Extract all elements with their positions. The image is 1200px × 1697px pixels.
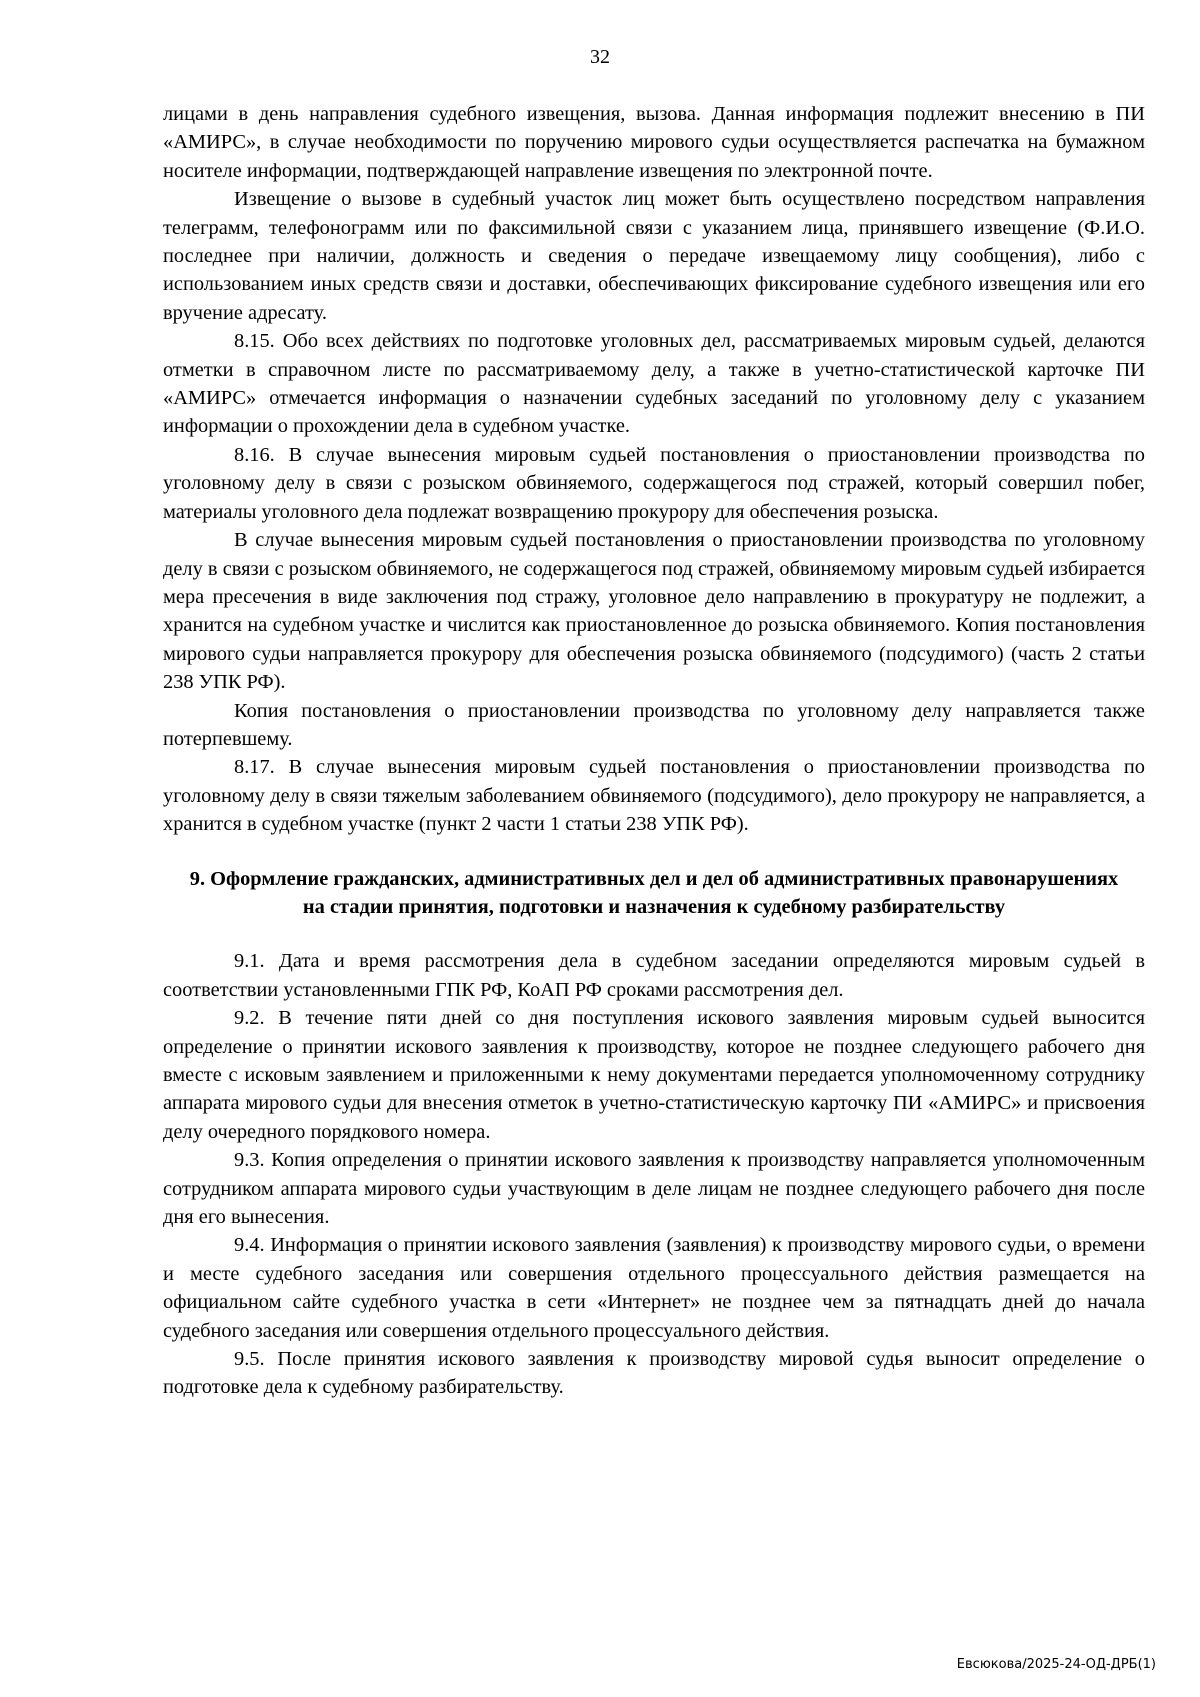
paragraph: В случае вынесения мировым судьей постановления о приостановлении производства по уголовному делу в связи с розыском обвиняемого, не содержащегося под стражей, обвиняемому мировым судьей избирается мера пресечения в виде заключения под стражу, уголовное дело направлению в прокуратуру не подлежит, а хранится на судебном участке и числится как приостановленное до розыска обвиняемого. Копия постановления мирового судьи направляется прокурору для обеспечения розыска обвиняемого (подсудимого) (часть 2 статьи 238 УПК РФ). (163, 529, 1145, 694)
paragraph: 9.3. Копия определения о принятии искового заявления к производству направляется уполномоченным сотрудником аппарата мирового судьи участвующим в деле лицам не позднее следующего рабочего дня после дня его вынесения. (163, 1149, 1145, 1229)
paragraph: 8.15. Обо всех действиях по подготовке уголовных дел, рассматриваемых мировым судьей, делаются отметки в справочном листе по рассматриваемому делу, а также в учетно-статистической карточке ПИ «АМИРС» отмечается информация о назначении судебных заседаний по уголовному делу с указанием информации о прохождении дела в судебном участке. (163, 330, 1145, 438)
paragraph: 9.1. Дата и время рассмотрения дела в судебном заседании определяются мировым судьей в соответствии установленными ГПК РФ, КоАП РФ сроками рассмотрения дел. (163, 950, 1145, 1001)
paragraph: 8.17. В случае вынесения мировым судьей постановления о приостановлении производства по уголовному делу в связи тяжелым заболеванием обвиняемого (подсудимого), дело прокурору не направляется, а хранится в судебном участке (пункт 2 части 1 статьи 238 УПК РФ). (163, 756, 1145, 836)
section-heading: 9. Оформление гражданских, административных дел и дел об административных правонарушениях на стадии принятия, подготовки и назначения к судебному разбирательству (189, 867, 1119, 918)
paragraph: Копия постановления о приостановлении производства по уголовному делу направляется также потерпевшему. (163, 699, 1145, 750)
paragraph: 9.2. В течение пяти дней со дня поступления искового заявления мировым судьей выносится определение о принятии искового заявления к производству, которое не позднее следующего рабочего дня вместе с исковым заявлением и приложенными к нему документами передается уполномоченному сотруднику аппарата мирового судьи для внесения отметок в учетно-статистическую карточку ПИ «АМИРС» и присвоения делу очередного порядкового номера. (163, 1007, 1145, 1143)
paragraph: 9.4. Информация о принятии искового заявления (заявления) к производству мирового судьи, о времени и месте судебного заседания или совершения отдельного процессуального действия размещается на официальном сайте судебного участка в сети «Интернет» не позднее чем за пятнадцать дней до начала судебного заседания или совершения отдельного процессуального действия. (163, 1234, 1145, 1342)
paragraph: 9.5. После принятия искового заявления к производству мировой судья выносит определение о подготовке дела к судебному разбирательству. (163, 1348, 1145, 1399)
page-number: 32 (590, 46, 610, 68)
paragraph: 8.16. В случае вынесения мировым судьей постановления о приостановлении производства по уголовному делу в связи с розыском обвиняемого, содержащегося под стражей, который совершил побег, материалы уголовного дела подлежат возвращению прокурору для обеспечения розыска. (163, 443, 1145, 523)
paragraph: лицами в день направления судебного извещения, вызова. Данная информация подлежит внесению в ПИ «АМИРС», в случае необходимости по поручению мирового судьи осуществляется распечатка на бумажном носителе информации, подтверждающей направление извещения по электронной почте. (163, 103, 1145, 182)
footer-stamp: Евсюкова/2025-24-ОД-ДРБ(1) (956, 1657, 1156, 1672)
paragraph: Извещение о вызове в судебный участок лиц может быть осуществлено посредством направления телеграмм, телефонограмм или по факсимильной связи с указанием лица, принявшего извещение (Ф.И.О. последнее при наличии, должность и сведения о передаче извещаемому лицу сообщения), либо с использованием иных средств связи и доставки, обеспечивающих фиксирование судебного извещения или его вручение адресату. (163, 188, 1145, 324)
document-body (163, 100, 1145, 1402)
